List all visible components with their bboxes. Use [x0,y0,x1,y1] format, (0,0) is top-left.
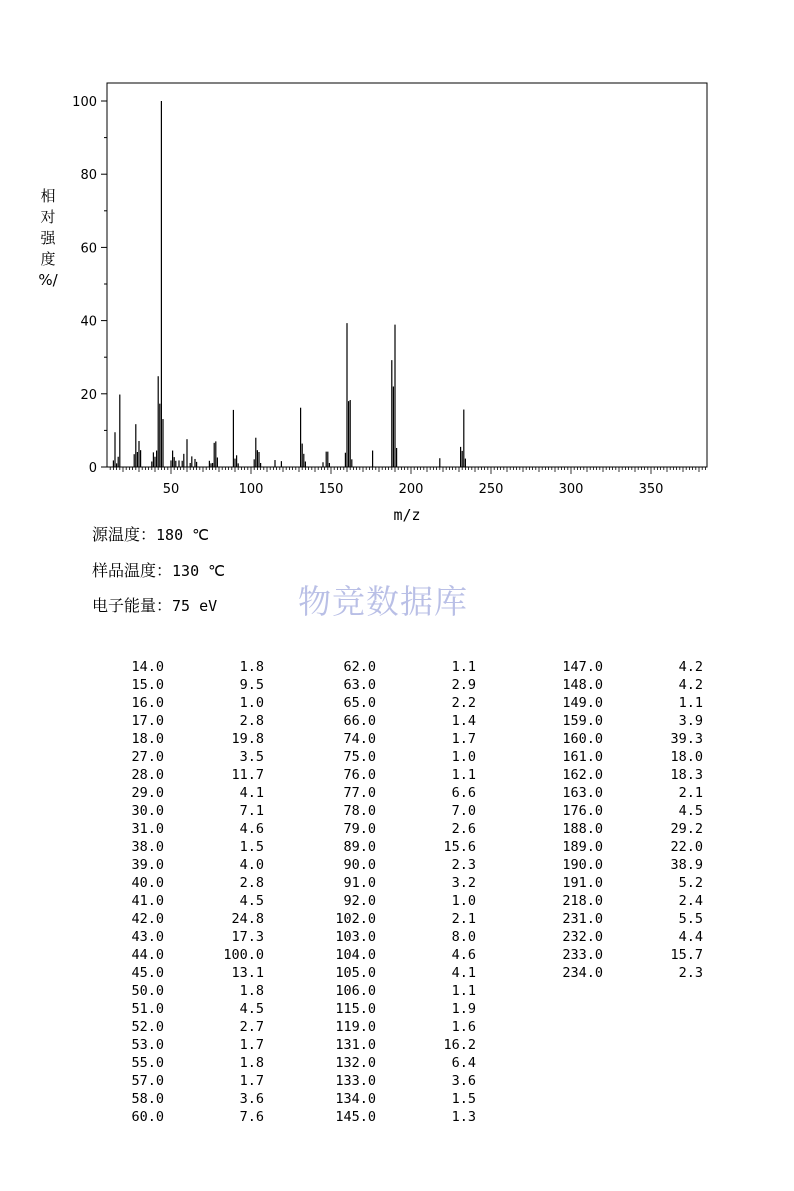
table-row [308,1000,476,1018]
y-tick-label: 100 [72,95,97,110]
mz-value: 134.0 [335,1091,376,1107]
abundance-value: 1.0 [451,893,476,909]
mz-value: 189.0 [562,839,603,855]
table-row [308,766,476,784]
y-tick-label: 80 [80,168,97,184]
mz-value: 78.0 [343,803,376,819]
abundance-value: 1.0 [451,749,476,765]
condition-label: 样品温度： [92,561,173,580]
condition-line [92,558,225,581]
y-tick-label: 60 [80,241,97,257]
abundance-value: 3.6 [451,1073,476,1089]
table-row [308,1018,476,1036]
table-row [308,946,476,964]
abundance-value: 2.8 [239,713,264,729]
table-row [96,1090,264,1108]
mz-value: 106.0 [335,983,376,999]
condition-value: 130 ℃ [172,562,225,580]
table-row [308,892,476,910]
mz-value: 131.0 [335,1037,376,1053]
condition-value: 180 ℃ [156,526,209,544]
mz-value: 38.0 [131,839,164,855]
mz-value: 63.0 [343,677,376,693]
mz-value: 149.0 [562,695,603,711]
table-row [96,982,264,1000]
mz-value: 15.0 [131,677,164,693]
y-axis-label-char: %/ [38,271,58,289]
mz-value: 132.0 [335,1055,376,1071]
abundance-value: 24.8 [231,911,264,927]
watermark: 物竞数据库 [298,582,468,621]
mz-value: 52.0 [131,1019,164,1035]
mz-value: 90.0 [343,857,376,873]
table-row [96,730,264,748]
mz-value: 162.0 [562,767,603,783]
table-row [96,676,264,694]
table-row [308,874,476,892]
abundance-value: 2.6 [451,821,476,837]
peak-table-column [96,658,264,1126]
mz-value: 75.0 [343,749,376,765]
table-row [308,712,476,730]
mz-value: 62.0 [343,659,376,675]
mz-value: 104.0 [335,947,376,963]
abundance-value: 4.0 [239,857,264,873]
mz-value: 60.0 [131,1109,164,1125]
table-row [535,964,703,982]
table-row [96,766,264,784]
x-tick-label: 350 [638,482,664,497]
table-row [96,910,264,928]
mz-value: 105.0 [335,965,376,981]
mz-value: 133.0 [335,1073,376,1089]
abundance-value: 39.3 [670,731,703,747]
table-row [535,910,703,928]
abundance-value: 19.8 [231,731,264,747]
mz-value: 218.0 [562,893,603,909]
table-row [535,676,703,694]
abundance-value: 2.4 [678,893,703,909]
abundance-value: 1.1 [451,767,476,783]
condition-label: 源温度： [92,525,157,544]
abundance-value: 1.7 [239,1037,264,1053]
abundance-value: 18.0 [670,749,703,765]
abundance-value: 4.5 [678,803,703,819]
abundance-value: 15.7 [670,947,703,963]
abundance-value: 1.3 [451,1109,476,1125]
mz-value: 65.0 [343,695,376,711]
abundance-value: 6.4 [451,1055,476,1071]
abundance-value: 7.1 [239,803,264,819]
table-row [96,1036,264,1054]
mz-value: 188.0 [562,821,603,837]
mz-value: 29.0 [131,785,164,801]
table-row [535,658,703,676]
abundance-value: 4.4 [678,929,703,945]
table-row [308,1072,476,1090]
table-row [96,802,264,820]
table-row [96,892,264,910]
abundance-value: 1.1 [451,983,476,999]
abundance-value: 2.3 [451,857,476,873]
table-row [96,658,264,676]
table-row [308,730,476,748]
table-row [535,838,703,856]
table-row [96,1108,264,1126]
abundance-value: 4.5 [239,893,264,909]
table-row [535,784,703,802]
abundance-value: 1.4 [451,713,476,729]
table-row [535,856,703,874]
abundance-value: 8.0 [451,929,476,945]
table-row [96,784,264,802]
table-row [308,838,476,856]
mz-value: 103.0 [335,929,376,945]
mz-value: 39.0 [131,857,164,873]
x-tick-label: 250 [478,482,504,497]
mz-value: 91.0 [343,875,376,891]
mz-value: 161.0 [562,749,603,765]
abundance-value: 3.2 [451,875,476,891]
table-row [535,946,703,964]
abundance-value: 11.7 [231,767,264,783]
abundance-value: 5.5 [678,911,703,927]
table-row [96,1018,264,1036]
table-row [535,712,703,730]
mz-value: 16.0 [131,695,164,711]
abundance-value: 6.6 [451,785,476,801]
table-row [96,946,264,964]
table-row [535,820,703,838]
table-row [308,676,476,694]
mz-value: 159.0 [562,713,603,729]
table-row [96,964,264,982]
table-row [535,766,703,784]
abundance-value: 3.5 [239,749,264,765]
mz-value: 147.0 [562,659,603,675]
abundance-value: 5.2 [678,875,703,891]
x-axis-label: m/z [393,506,421,524]
mz-value: 231.0 [562,911,603,927]
peak-table-column [308,658,476,1126]
abundance-value: 1.7 [451,731,476,747]
x-tick-label: 50 [162,482,180,497]
mz-value: 42.0 [131,911,164,927]
y-axis-label-char: 度 [40,250,56,268]
abundance-value: 1.6 [451,1019,476,1035]
mz-value: 30.0 [131,803,164,819]
mz-value: 77.0 [343,785,376,801]
abundance-value: 1.5 [239,839,264,855]
abundance-value: 1.5 [451,1091,476,1107]
abundance-value: 4.1 [451,965,476,981]
table-row [308,820,476,838]
x-tick-label: 100 [238,482,264,497]
abundance-value: 1.8 [239,1055,264,1071]
mz-value: 148.0 [562,677,603,693]
x-tick-label: 150 [318,482,344,497]
abundance-value: 22.0 [670,839,703,855]
table-row [308,784,476,802]
mz-value: 58.0 [131,1091,164,1107]
mz-value: 76.0 [343,767,376,783]
mz-value: 50.0 [131,983,164,999]
mz-value: 41.0 [131,893,164,909]
condition-line [92,522,209,545]
mz-value: 234.0 [562,965,603,981]
table-row [96,1000,264,1018]
abundance-value: 7.6 [239,1109,264,1125]
abundance-value: 2.1 [451,911,476,927]
mz-value: 191.0 [562,875,603,891]
table-row [308,910,476,928]
x-tick-label: 200 [398,482,424,497]
plot-frame [107,83,707,467]
table-row [308,1108,476,1126]
abundance-value: 1.9 [451,1001,476,1017]
abundance-value: 7.0 [451,803,476,819]
abundance-value: 100.0 [223,947,264,963]
table-row [96,856,264,874]
table-row [535,892,703,910]
y-axis-label-char: 相 [40,187,56,205]
mz-value: 28.0 [131,767,164,783]
mz-value: 66.0 [343,713,376,729]
table-row [96,874,264,892]
abundance-value: 1.8 [239,659,264,675]
abundance-value: 1.7 [239,1073,264,1089]
mz-value: 232.0 [562,929,603,945]
table-row [308,658,476,676]
mz-value: 79.0 [343,821,376,837]
abundance-value: 29.2 [670,821,703,837]
table-row [96,694,264,712]
abundance-value: 17.3 [231,929,264,945]
abundance-value: 4.5 [239,1001,264,1017]
table-row [308,928,476,946]
y-axis-label [38,186,58,291]
abundance-value: 4.6 [451,947,476,963]
table-row [308,964,476,982]
mz-value: 45.0 [131,965,164,981]
abundance-value: 4.6 [239,821,264,837]
peak-bars [113,101,465,467]
table-row [308,748,476,766]
table-row [308,694,476,712]
abundance-value: 9.5 [239,677,264,693]
table-row [535,730,703,748]
mz-value: 160.0 [562,731,603,747]
table-row [308,982,476,1000]
table-row [535,802,703,820]
abundance-value: 2.1 [678,785,703,801]
mz-value: 40.0 [131,875,164,891]
mz-value: 190.0 [562,857,603,873]
mz-value: 233.0 [562,947,603,963]
mz-value: 44.0 [131,947,164,963]
abundance-value: 4.1 [239,785,264,801]
mz-value: 27.0 [131,749,164,765]
abundance-value: 4.2 [678,677,703,693]
mz-value: 31.0 [131,821,164,837]
abundance-value: 38.9 [670,857,703,873]
abundance-value: 2.3 [678,965,703,981]
table-row [96,712,264,730]
condition-label: 电子能量： [92,596,173,615]
table-row [308,802,476,820]
condition-line [92,593,217,616]
table-row [308,1090,476,1108]
peak-table-column [535,658,703,982]
mz-value: 57.0 [131,1073,164,1089]
table-row [308,856,476,874]
abundance-value: 2.8 [239,875,264,891]
mz-value: 119.0 [335,1019,376,1035]
mz-value: 163.0 [562,785,603,801]
y-axis [72,95,107,476]
abundance-value: 3.9 [678,713,703,729]
mz-value: 18.0 [131,731,164,747]
abundance-value: 18.3 [670,767,703,783]
abundance-value: 1.1 [678,695,703,711]
mz-value: 14.0 [131,659,164,675]
mz-value: 176.0 [562,803,603,819]
table-row [96,820,264,838]
mz-value: 115.0 [335,1001,376,1017]
mass-spectrum-chart [0,0,794,530]
abundance-value: 15.6 [443,839,476,855]
abundance-value: 1.1 [451,659,476,675]
table-row [535,748,703,766]
condition-value: 75 eV [172,597,218,615]
abundance-value: 2.9 [451,677,476,693]
table-row [96,1072,264,1090]
y-tick-label: 0 [88,461,97,476]
table-row [96,928,264,946]
table-row [535,928,703,946]
mz-value: 145.0 [335,1109,376,1125]
mz-value: 89.0 [343,839,376,855]
abundance-value: 16.2 [443,1037,476,1053]
y-tick-label: 20 [80,387,97,403]
table-row [96,1054,264,1072]
y-axis-label-char: 强 [40,229,56,247]
y-axis-label-char: 对 [40,208,56,226]
mz-value: 74.0 [343,731,376,747]
mz-value: 92.0 [343,893,376,909]
abundance-value: 1.8 [239,983,264,999]
abundance-value: 2.2 [451,695,476,711]
x-axis [110,467,705,497]
abundance-value: 13.1 [231,965,264,981]
mz-value: 53.0 [131,1037,164,1053]
abundance-value: 1.0 [239,695,264,711]
mz-value: 55.0 [131,1055,164,1071]
x-tick-label: 300 [558,482,584,497]
abundance-value: 3.6 [239,1091,264,1107]
table-row [535,694,703,712]
table-row [535,874,703,892]
table-row [308,1054,476,1072]
mz-value: 102.0 [335,911,376,927]
y-tick-label: 40 [80,314,97,330]
abundance-value: 2.7 [239,1019,264,1035]
abundance-value: 4.2 [678,659,703,675]
table-row [308,1036,476,1054]
mz-value: 51.0 [131,1001,164,1017]
mz-value: 43.0 [131,929,164,945]
mz-value: 17.0 [131,713,164,729]
table-row [96,838,264,856]
table-row [96,748,264,766]
